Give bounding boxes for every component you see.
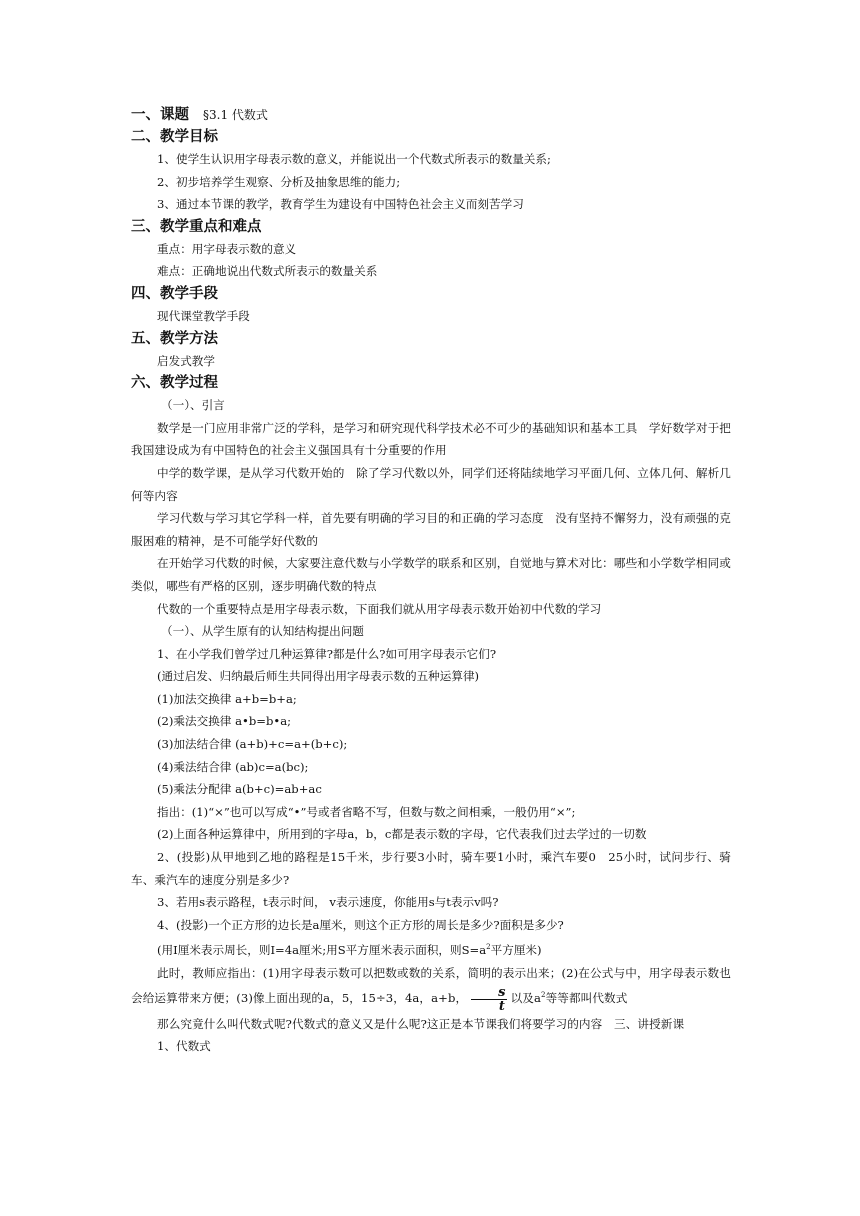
paragraph: 学习代数与学习其它学科一样，首先要有明确的学习目的和正确的学习态度 没有坚持不懈努力，没有顽强的克服困难的精神，是不可能学好代数的 <box>131 511 731 548</box>
paragraph: 数学是一门应用非常广泛的学科，是学习和研究现代科学技术必不可少的基础知识和基本工具 学好数学对于把我国建设成为有中国特色的社会主义强国具有十分重要的作用 <box>131 420 731 458</box>
section-heading-means: 四、教学手段 <box>131 285 218 302</box>
subsection-heading-intro: （一）、引言 <box>161 398 225 413</box>
paragraph: 在开始学习代数的时候，大家要注意代数与小学数学的联系和区别，自觉地与算术对比：哪些和小学数学相同或类似，哪些有严格的区别，逐步明确代数的特点 <box>131 556 731 593</box>
paragraph: 那么究竟什么叫代数式呢?代数式的意义又是什么呢?这正是本节课我们将要学习的内容 三、讲授新课 <box>157 1016 685 1031</box>
goal-item: 2、初步培养学生观察、分析及抽象思维的能力; <box>157 174 401 189</box>
text-line: 4、(投影)一个正方形的边长是a厘米，则这个正方形的周长是多少?面积是多少? <box>157 917 564 932</box>
text-line: 1、代数式 <box>157 1039 211 1054</box>
section-heading-key-points: 三、教学重点和难点 <box>131 218 262 235</box>
paragraph: 中学的数学课，是从学习代数开始的 除了学习代数以外，同学们还将陆续地学习平面几何、立体几何、解析几何等内容 <box>131 465 731 503</box>
section-heading-method: 五、教学方法 <box>131 330 218 347</box>
text-line: 3、若用s表示路程，t表示时间， v表示速度，你能用s与t表示v吗? <box>157 895 499 910</box>
section-heading-goals: 二、教学目标 <box>131 129 218 145</box>
goal-item: 3、通过本节课的教学，教育学生为建设有中国特色社会主义而刻苦学习 <box>157 197 524 212</box>
law-item: (5)乘法分配律 a(b+c)=ab+ac <box>157 782 322 797</box>
section-heading-topic: 一、课题 §3.1 代数式 <box>131 107 268 123</box>
means-text: 现代课堂教学手段 <box>157 308 250 323</box>
law-item: (2)乘法交换律 a•b=b•a; <box>157 714 292 729</box>
law-item: (1)加法交换律 a+b=b+a; <box>157 691 297 706</box>
document-page <box>131 104 731 1058</box>
fraction-s-over-t: $\frac{s}{t}$ <box>471 986 506 1013</box>
paragraph: 此时，教师应指出：(1)用字母表示数可以把数或数的关系，简明的表示出来；(2)在公式与中，用字母表示数也会给运算带来方便；(3)像上面出现的a，5，15÷3，4a，a+b， $\frac{s}{t}$ 以及$a^2$等等都叫代数式 <box>131 965 731 1014</box>
text-line: (2)上面各种运算律中，所用到的字母a，b，c都是表示数的字母，它代表我们过去学过的一切数 <box>157 827 647 842</box>
text-line: (用I厘米表示周长，则I=4a厘米;用S平方厘米表示面积，则$S=a^2$平方厘米) <box>157 943 542 958</box>
law-item: (4)乘法结合律 (ab)c=a(bc); <box>157 759 309 774</box>
goal-item: 1、使学生认识用字母表示数的意义，并能说出一个代数式所表示的数量关系; <box>157 152 551 166</box>
text-line: 指出：(1)“×”也可以写成“•”号或者省略不写，但数与数之间相乘，一般仍用“×”; <box>157 804 576 819</box>
text-line: 1、在小学我们曾学过几种运算律?都是什么?如可用字母表示它们? <box>157 646 497 661</box>
method-text: 启发式教学 <box>157 353 215 368</box>
subsection-heading-questions: （一）、从学生原有的认知结构提出问题 <box>161 624 364 639</box>
paragraph: 2、(投影)从甲地到乙地的路程是15千米，步行要3小时，骑车要1小时，乘汽车要0 25小时，试问步行、骑车、乘汽车的速度分别是多少? <box>131 850 731 887</box>
topic-name: §3.1 代数式 <box>203 108 268 122</box>
section-heading-process: 六、教学过程 <box>131 375 218 392</box>
text-line: (通过启发、归纳最后师生共同得出用字母表示数的五种运算律) <box>157 669 480 684</box>
paragraph: 代数的一个重要特点是用字母表示数，下面我们就从用字母表示数开始初中代数的学习 <box>157 601 602 616</box>
difficult-point: 难点：正确地说出代数式所表示的数量关系 <box>157 264 378 279</box>
key-point: 重点：用字母表示数的意义 <box>157 241 297 256</box>
law-item: (3)加法结合律 (a+b)+c=a+(b+c); <box>157 737 348 752</box>
